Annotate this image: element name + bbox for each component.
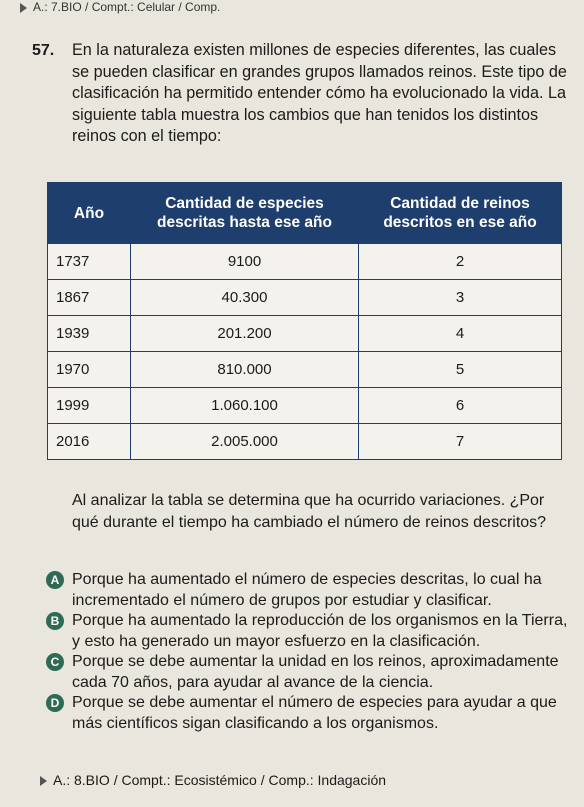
option-d-badge: D	[46, 694, 64, 712]
table-row	[48, 316, 562, 352]
kingdoms-table	[47, 182, 562, 460]
option-b-badge: B	[46, 612, 64, 630]
cell-species: 9100	[131, 244, 359, 280]
cell-kingdoms: 3	[359, 280, 562, 316]
option-b-text: Porque ha aumentado la reproducción de los organismos en la Tierra, y esto ha generado un mayor esfuerzo en la clasificación.	[72, 612, 568, 650]
data-table	[47, 182, 562, 460]
arrow-icon	[40, 776, 47, 786]
option-a-text: Porque ha aumentado el número de especies descritas, lo cual ha incrementado el número de grupos por estudiar y clasificar.	[72, 571, 542, 609]
option-b[interactable]	[46, 611, 568, 652]
cell-species: 40.300	[131, 280, 359, 316]
top-reference-text: A.: 7.BIO / Compt.: Celular / Comp.	[33, 0, 221, 14]
cell-species: 810.000	[131, 352, 359, 388]
cell-species: 2.005.000	[131, 424, 359, 460]
arrow-icon	[20, 3, 27, 13]
cell-year: 1999	[48, 388, 131, 424]
cell-year: 1867	[48, 280, 131, 316]
bottom-reference-text: A.: 8.BIO / Compt.: Ecosistémico / Comp.: Indagación	[53, 772, 387, 788]
header-year: Año	[48, 183, 131, 244]
option-d[interactable]	[46, 693, 568, 734]
cell-kingdoms: 6	[359, 388, 562, 424]
option-a-badge: A	[46, 571, 64, 589]
top-reference	[20, 0, 220, 14]
cell-kingdoms: 5	[359, 352, 562, 388]
table-row	[48, 388, 562, 424]
question-stem	[72, 40, 568, 148]
cell-species: 1.060.100	[131, 388, 359, 424]
table-row	[48, 244, 562, 280]
bottom-reference	[40, 772, 386, 788]
cell-year: 1939	[48, 316, 131, 352]
table-row	[48, 352, 562, 388]
cell-species: 201.200	[131, 316, 359, 352]
table-header-row	[48, 183, 562, 244]
option-d-text: Porque se debe aumentar el número de especies para ayudar a que más científicos sigan clasificando a los organismos.	[72, 694, 557, 732]
cell-year: 1737	[48, 244, 131, 280]
cell-kingdoms: 7	[359, 424, 562, 460]
table-row	[48, 424, 562, 460]
option-c[interactable]	[46, 652, 568, 693]
answer-options	[46, 570, 568, 734]
option-c-text: Porque se debe aumentar la unidad en los reinos, aproximadamente cada 70 años, para ayudar al avance de la ciencia.	[72, 653, 559, 691]
header-species: Cantidad de especies descritas hasta ese año	[131, 183, 359, 244]
cell-kingdoms: 4	[359, 316, 562, 352]
question-stem-text: En la naturaleza existen millones de especies diferentes, las cuales se pueden clasificar en grandes grupos llamados reinos. Este tipo de clasificación ha permitido entender cómo ha evolucionado la vida. La siguiente tabla muestra los cambios que han tenidos los distintos reinos con el tiempo:	[72, 41, 567, 145]
option-a[interactable]	[46, 570, 568, 611]
cell-kingdoms: 2	[359, 244, 562, 280]
cell-year: 1970	[48, 352, 131, 388]
table-row	[48, 280, 562, 316]
option-c-badge: C	[46, 653, 64, 671]
question-number: 57.	[32, 42, 55, 59]
cell-year: 2016	[48, 424, 131, 460]
question-lead: Al analizar la tabla se determina que ha ocurrido variaciones. ¿Por qué durante el tiempo ha cambiado el número de reinos descritos?	[72, 492, 547, 531]
header-kingdoms: Cantidad de reinos descritos en ese año	[359, 183, 562, 244]
